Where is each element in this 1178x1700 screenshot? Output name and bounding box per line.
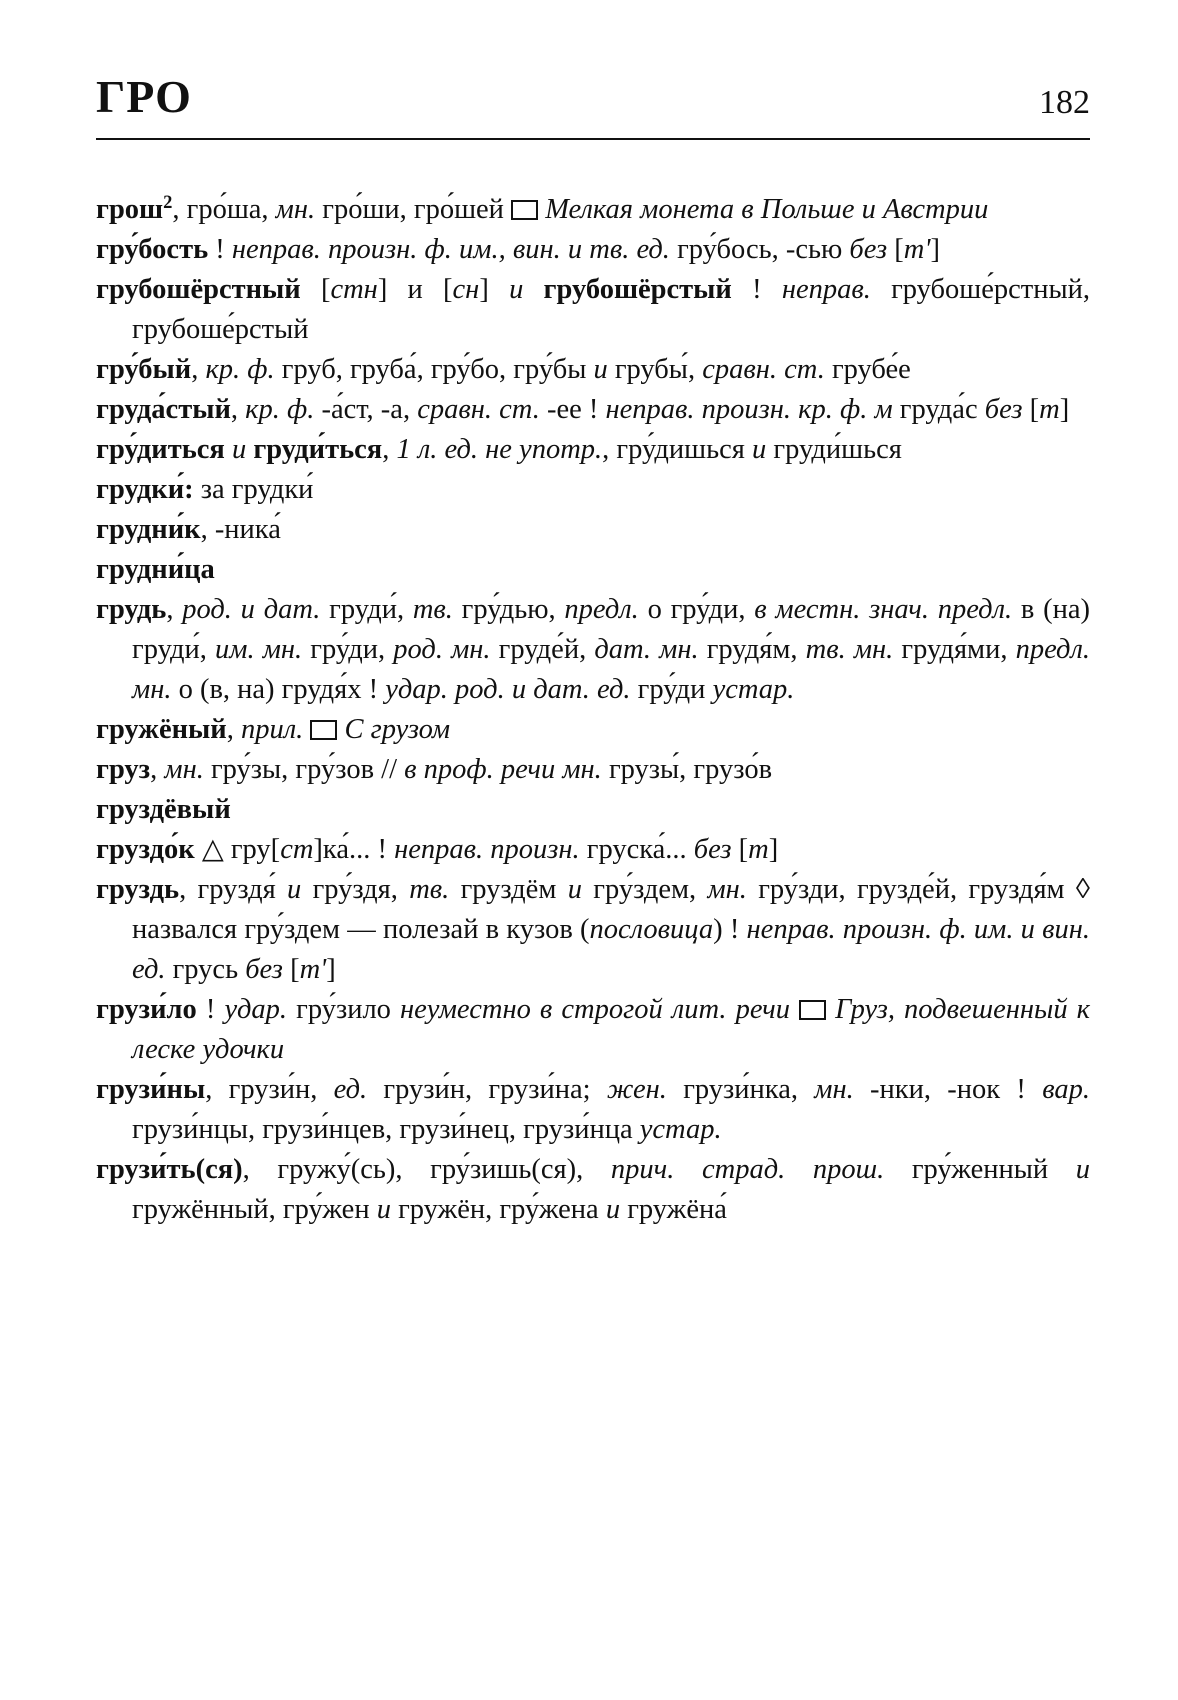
entry-text: грубы́,: [607, 354, 703, 385]
dictionary-entry: [96, 190, 1090, 230]
headword: гружёный: [96, 714, 227, 745]
entry-list: [96, 190, 1090, 1230]
entry-text: грузи́нцы, грузи́нцев, грузи́нец, грузи́нца: [132, 1114, 640, 1145]
entry-text: за грудки́: [193, 474, 314, 505]
headword: грузи́ть(ся): [96, 1154, 243, 1185]
entry-text: гру́здя,: [301, 874, 410, 905]
entry-text: !: [196, 994, 225, 1025]
grammatical-note: неправ. произн. ф. им. и вин. ед.: [132, 914, 1091, 985]
dictionary-entry: [96, 270, 1090, 350]
grammatical-note: в проф. речи мн.: [404, 754, 602, 785]
grammatical-note: и: [605, 1194, 621, 1225]
grammatical-note: удар.: [224, 994, 288, 1025]
entry-text: о (в, на) грудя́х !: [171, 674, 386, 705]
entry-text: [: [282, 954, 300, 985]
entry-text: гру́зы, гру́зов //: [203, 754, 405, 785]
grammatical-note: т': [299, 954, 327, 985]
grammatical-note: ст: [280, 834, 314, 865]
entry-text: [: [731, 834, 749, 865]
grammatical-note: т: [1039, 394, 1060, 425]
headword: груда́стый: [96, 394, 231, 425]
headword: гру́бость: [96, 234, 209, 265]
entry-text: [303, 714, 310, 745]
grammatical-note: прич. страд. прош.: [610, 1154, 885, 1185]
entry-text: , груздя́: [179, 874, 288, 905]
grammatical-note: неправ.: [781, 274, 871, 305]
entry-text: ,: [172, 194, 187, 225]
entry-text: ]ка́... !: [313, 834, 395, 865]
grammatical-note: 1 л. ед. не употр.: [396, 434, 603, 465]
grammatical-note: кр. ф.: [245, 394, 315, 425]
grammatical-note: и: [376, 1194, 391, 1225]
homonym-number: 2: [163, 191, 173, 213]
entry-text: ]: [768, 834, 779, 865]
entry-text: ]: [1059, 394, 1070, 425]
grammatical-note: мн.: [275, 194, 316, 225]
grammatical-note: стн: [330, 274, 378, 305]
dictionary-entry: [96, 1150, 1090, 1230]
headword-variant: :: [184, 474, 194, 505]
entry-text: гру́ди,: [302, 634, 394, 665]
page-number: 182: [1039, 84, 1090, 121]
grammatical-note: мн.: [814, 1074, 854, 1105]
headword-variant: груди́ться: [253, 434, 383, 465]
grammatical-note: и: [509, 274, 524, 305]
entry-text: груб, груба́, гру́бо, гру́бы: [274, 354, 594, 385]
grammatical-note: кр. ф.: [205, 354, 275, 385]
entry-text: !: [731, 274, 782, 305]
entry-text: гружён, гру́жена: [390, 1194, 606, 1225]
grammatical-note: Мелкая монета в Польше и Австрии: [538, 194, 989, 225]
entry-text: в (на) груди́,: [132, 594, 1091, 665]
entry-text: гружёна́: [620, 1194, 727, 1225]
entry-text: грудя́ми,: [893, 634, 1016, 665]
grammatical-note: предл. мн.: [132, 634, 1091, 705]
headword: грудни́к: [96, 514, 201, 545]
entry-text: груде́й,: [490, 634, 595, 665]
entry-text: ,: [166, 594, 183, 625]
entry-text: ]: [479, 274, 510, 305]
grammatical-note: неправ. произн.: [394, 834, 580, 865]
grammatical-note: сравн. ст.: [702, 354, 825, 385]
running-header: [96, 71, 1090, 122]
entry-text: [790, 994, 799, 1025]
grammatical-note: дат. мн.: [594, 634, 699, 665]
entry-text: гру́ди: [630, 674, 713, 705]
grammatical-note: в местн. знач. предл.: [754, 594, 1013, 625]
box-icon: [310, 720, 337, 740]
entry-text: груди́шься: [766, 434, 902, 465]
grammatical-note: и: [287, 874, 302, 905]
entry-text: о гру́ди,: [638, 594, 755, 625]
grammatical-note: прил.: [240, 714, 304, 745]
dictionary-entry: [96, 230, 1090, 270]
grammatical-note: тв. мн.: [805, 634, 894, 665]
dictionary-entry: [96, 390, 1090, 430]
headword: груз: [96, 754, 151, 785]
headword: грузи́ны: [96, 1074, 206, 1105]
headword: грош: [96, 194, 164, 225]
entry-text: ,: [382, 434, 397, 465]
entry-text: ,: [191, 354, 206, 385]
dictionary-entry: [96, 550, 1090, 590]
entry-text: [523, 274, 543, 305]
entry-text: грузи́н, грузи́на;: [367, 1074, 607, 1105]
entry-text: [: [887, 234, 904, 265]
entry-text: гро́ши, гро́шей: [315, 194, 512, 225]
headword-variant: грубошёрстый: [543, 274, 732, 305]
entry-text: грузы́, грузо́в: [601, 754, 773, 785]
dictionary-entry: [96, 350, 1090, 390]
grammatical-note: неправ. произн. ф. им., вин. и тв. ед.: [231, 234, 670, 265]
entry-text: -нки, -нок !: [853, 1074, 1043, 1105]
entry-text: -ника́: [214, 514, 281, 545]
dictionary-entry: [96, 790, 1090, 830]
grammatical-note: неправ. произн. кр. ф. м: [605, 394, 893, 425]
grammatical-note: род. мн.: [393, 634, 491, 665]
headword: грудь: [96, 594, 167, 625]
grammatical-note: без: [984, 394, 1023, 425]
entry-text: , гружу́(сь), гру́зишь(ся),: [242, 1154, 611, 1185]
grammatical-note: без: [245, 954, 283, 985]
entry-text: груздём: [449, 874, 568, 905]
entry-text: гро́ша,: [186, 194, 276, 225]
dictionary-entry: [96, 470, 1090, 510]
headword: гру́диться: [96, 434, 225, 465]
entry-text: ) !: [713, 914, 747, 945]
grammatical-note: Груз, подвешенный к леске удочки: [132, 994, 1091, 1065]
entry-text: груска́...: [579, 834, 694, 865]
entry-text: ,: [200, 514, 215, 545]
dictionary-entry: [96, 710, 1090, 750]
entry-text: гружённый, гру́жен: [132, 1194, 377, 1225]
entry-text: ,: [150, 754, 165, 785]
entry-text: , грузи́н,: [205, 1074, 334, 1105]
headword: грубошёрстный: [96, 274, 301, 305]
grammatical-note: вар.: [1042, 1074, 1091, 1105]
grammatical-note: устар.: [712, 674, 795, 705]
dictionary-entry: [96, 830, 1090, 870]
entry-text: гру́бось, -сью: [669, 234, 850, 265]
entry-text: -ее !: [539, 394, 606, 425]
guide-word: ГРО: [96, 71, 192, 122]
headword: гру́бый: [96, 354, 192, 385]
dictionary-entry: [96, 590, 1090, 710]
entry-text: грузи́нка,: [666, 1074, 815, 1105]
entry-text: ]: [326, 954, 336, 985]
entry-text: !: [208, 234, 232, 265]
entry-text: ,: [230, 394, 246, 425]
entry-text: △ гру[: [194, 834, 281, 865]
entry-text: гру́дью,: [452, 594, 565, 625]
dictionary-entry: [96, 990, 1090, 1070]
grammatical-note: С грузом: [337, 714, 451, 745]
grammatical-note: тв.: [409, 874, 450, 905]
grammatical-note: мн.: [164, 754, 204, 785]
grammatical-note: предл.: [564, 594, 639, 625]
entry-text: груди́,: [320, 594, 413, 625]
headword: грудни́ца: [96, 554, 215, 585]
header-rule: [96, 138, 1090, 140]
entry-text: [: [1022, 394, 1040, 425]
grammatical-note: т': [903, 234, 931, 265]
grammatical-note: удар. род. и дат. ед.: [385, 674, 631, 705]
headword: груздь: [96, 874, 180, 905]
entry-text: ] и [: [377, 274, 453, 305]
grammatical-note: сн: [452, 274, 480, 305]
dictionary-entry: [96, 870, 1090, 990]
dictionary-entry: [96, 1070, 1090, 1150]
dictionary-entry: [96, 430, 1090, 470]
grammatical-note: жен.: [606, 1074, 667, 1105]
headword: груздо́к: [96, 834, 195, 865]
dictionary-entry: [96, 750, 1090, 790]
box-icon: [511, 200, 538, 220]
grammatical-note: без: [693, 834, 732, 865]
entry-text: ,: [226, 714, 241, 745]
grammatical-note: и: [231, 434, 247, 465]
grammatical-note: и: [567, 874, 582, 905]
grammatical-note: без: [849, 234, 888, 265]
grammatical-note: мн.: [707, 874, 747, 905]
headword: груздёвый: [96, 794, 231, 825]
entry-text: грубоше́рстный, грубоше́рстый: [132, 274, 1091, 345]
entry-text: гру́женный: [884, 1154, 1076, 1185]
entry-text: гру́здем,: [581, 874, 708, 905]
entry-text: груда́с: [892, 394, 985, 425]
entry-text: грудя́м,: [698, 634, 806, 665]
grammatical-note: ед.: [333, 1074, 368, 1105]
headword: грудки́: [96, 474, 185, 505]
headword: грузи́ло: [96, 994, 197, 1025]
grammatical-note: род. и дат.: [182, 594, 321, 625]
grammatical-note: и: [752, 434, 767, 465]
grammatical-note: и: [593, 354, 608, 385]
box-icon: [799, 1000, 826, 1020]
entry-text: -а́ст, -а,: [314, 394, 418, 425]
entry-text: , гру́дишься: [602, 434, 753, 465]
entry-text: гру́зди, грузде́й, груздя́м ◊ назвался гру́здем — полезай в кузов (: [132, 874, 1090, 945]
grammatical-note: т: [748, 834, 769, 865]
grammatical-note: тв.: [412, 594, 453, 625]
grammatical-note: пословица: [589, 914, 714, 945]
grammatical-note: и: [1075, 1154, 1091, 1185]
entry-text: [225, 434, 232, 465]
grammatical-note: сравн. ст.: [417, 394, 540, 425]
entry-text: ]: [930, 234, 940, 265]
entry-text: [: [300, 274, 331, 305]
entry-text: гру́зило: [287, 994, 401, 1025]
entry-text: грусь: [165, 954, 246, 985]
grammatical-note: неуместно в строгой лит. речи: [400, 994, 790, 1025]
grammatical-note: устар.: [639, 1114, 722, 1145]
dictionary-entry: [96, 510, 1090, 550]
grammatical-note: им. мн.: [215, 634, 303, 665]
entry-text: грубе́е: [824, 354, 911, 385]
